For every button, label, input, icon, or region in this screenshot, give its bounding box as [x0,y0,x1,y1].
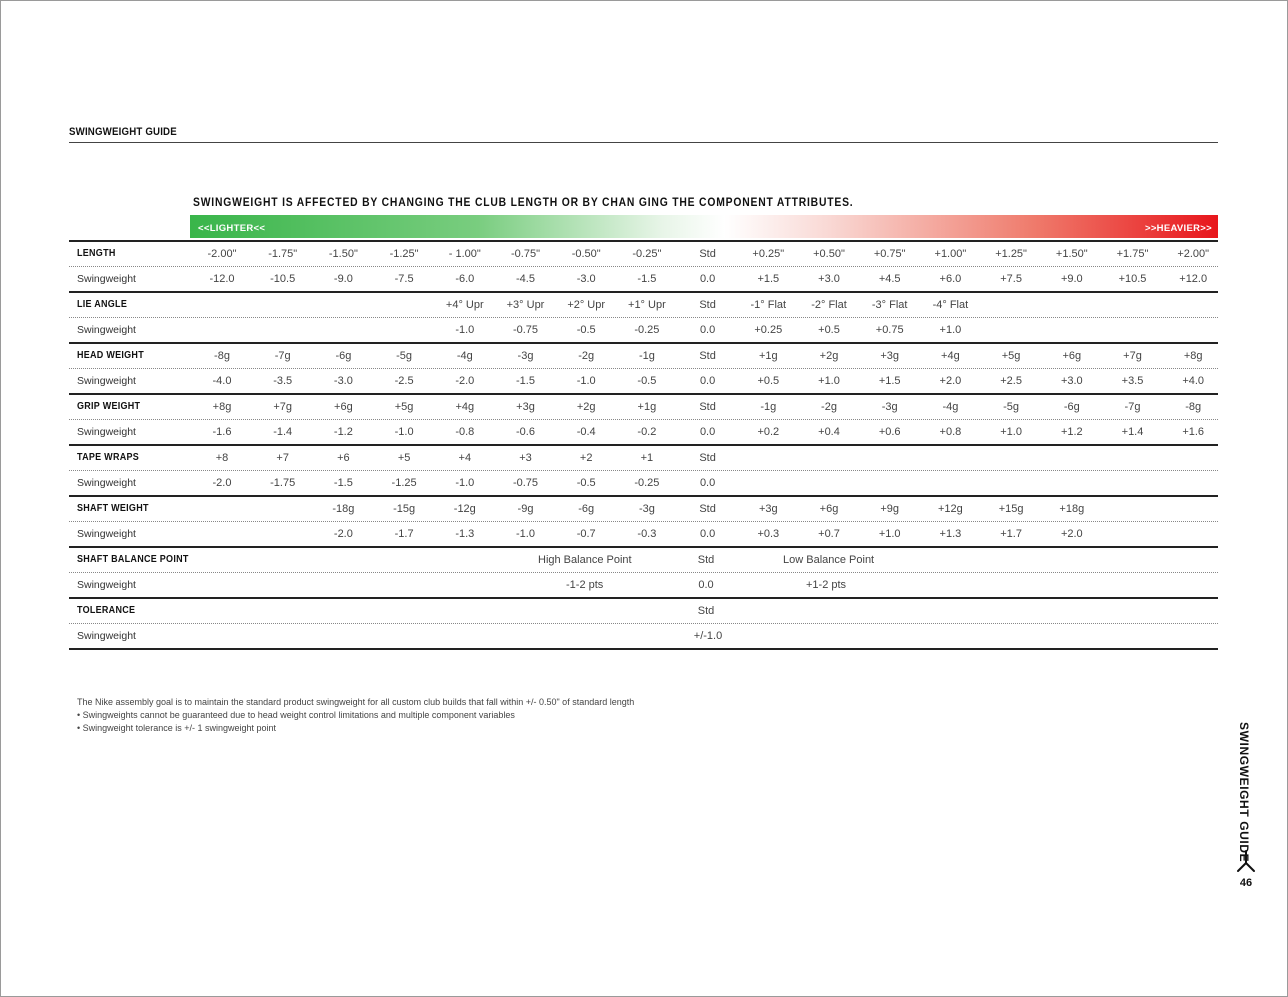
value-cell: Std [699,350,716,362]
swingweight-cell: +0.2 [757,426,780,438]
swingweight-cell: -1.0 [576,375,596,387]
swingweight-row [69,369,1218,393]
value-cell: +7g [273,401,293,413]
swingweight-cell: +1.6 [1182,426,1205,438]
swingweight-cell: -0.5 [576,324,596,336]
swingweight-cell: +1.4 [1121,426,1144,438]
value-cell: +3° Upr [506,299,545,311]
value-cell: -9g [517,503,534,515]
attribute-label: HEAD WEIGHT [77,350,144,361]
swingweight-cell: -12.0 [209,273,235,285]
swingweight-cell: +0.5 [757,375,780,387]
value-cell: -1.25" [389,248,419,260]
value-cell: +0.50" [813,248,845,260]
value-cell: +4 [458,452,472,464]
value-cell: +6 [337,452,350,464]
swingweight-cell: -1.25 [391,477,417,489]
group-tape-wraps [69,444,1218,495]
value-cell: +8g [1183,350,1203,362]
value-cell: +2g [819,350,839,362]
attribute-label: LENGTH [77,248,116,259]
swingweight-cell: +1.0 [939,324,962,336]
swingweight-cell: -0.5 [576,477,596,489]
swingweight-cell: -9.0 [333,273,353,285]
swingweight-cell: +1.0 [878,528,901,540]
value-cell: +4g [455,401,475,413]
group-shaft-balance-point [69,546,1218,597]
swingweight-label: Swingweight [77,426,136,438]
value-cell: Std [699,299,716,311]
swingweight-cell: 0.0 [699,324,716,336]
attribute-row [69,395,1218,420]
value-cell: Std [699,401,716,413]
group-head-weight [69,342,1218,393]
value-cell: -7g [1124,401,1141,413]
swingweight-row [69,522,1218,546]
swingweight-cell: -2.5 [394,375,414,387]
value-cell: +7 [276,452,289,464]
std-cell: Std [697,554,715,566]
swingweight-cell: +2.0 [1060,528,1083,540]
attribute-row [69,497,1218,522]
nike-trident-icon [1236,849,1256,875]
attribute-groups [69,240,1218,546]
low-balance-value: +1-2 pts [806,579,847,591]
lighter-label: <<LIGHTER<< [198,223,266,234]
value-cell: +7g [1123,350,1142,362]
value-cell: Std [699,248,716,260]
attribute-row [69,599,1218,624]
footnote: • Swingweights cannot be guaranteed due to head weight control limitations and multiple component variables [77,710,515,720]
value-cell: +9g [880,503,900,515]
value-cell: -4g [456,350,473,362]
value-cell: -0.75" [511,248,540,260]
swingweight-cell: +3.0 [1060,375,1083,387]
swingweight-label: Swingweight [77,273,136,285]
value-cell: -0.50" [571,248,601,260]
swingweight-cell: 0.0 [699,273,716,285]
value-cell: -3g [517,350,534,362]
group-lie-angle [69,291,1218,342]
swingweight-cell: +10.5 [1118,273,1147,285]
group-shaft-weight [69,495,1218,546]
value-cell: +3g [758,503,778,515]
attribute-label: TOLERANCE [77,605,136,616]
swingweight-cell: -4.5 [516,273,535,285]
swingweight-cell: -2.0 [212,477,232,489]
swingweight-cell: +0.25 [754,324,783,336]
value-cell: +12g [938,503,963,515]
value-cell: +5g [394,401,414,413]
value-cell: -12g [453,503,476,515]
value-cell: +1.50" [1055,248,1088,260]
swingweight-cell: +1.0 [1000,426,1022,438]
swingweight-cell: -0.7 [576,528,596,540]
value-cell: -2g [578,350,595,362]
value-cell: +5 [397,452,411,464]
attribute-label: GRIP WEIGHT [77,401,141,412]
swingweight-cell: -1.0 [516,528,535,540]
swingweight-cell: +0.8 [939,426,962,438]
swingweight-cell: -7.5 [394,273,414,285]
value-cell: +1.25" [995,248,1027,260]
attribute-row [69,242,1218,267]
side-section-label: SWINGWEIGHT GUIDE [1237,722,1251,863]
swingweight-cell: 0.0 [699,375,716,387]
swingweight-cell: +7.5 [1000,273,1022,285]
value-cell: +1.00" [934,248,967,260]
swingweight-cell: +1.2 [1060,426,1083,438]
swingweight-label: Swingweight [77,477,136,489]
value-cell: -8g [1185,401,1202,413]
value-cell: +8g [212,401,232,413]
value-cell: -2° Flat [811,299,847,311]
swingweight-cell: -1.5 [637,273,657,285]
value-cell: -6g [335,350,352,362]
group-grip-weight [69,393,1218,444]
swingweight-cell: -0.75 [512,324,539,336]
swingweight-cell: 0.0 [699,528,716,540]
swingweight-cell: -2.0 [455,375,475,387]
swingweight-table [69,240,1218,650]
swingweight-cell: +1.5 [878,375,901,387]
footnote: • Swingweight tolerance is +/- 1 swingweight point [77,723,277,733]
swingweight-cell: -1.4 [273,426,293,438]
value-cell: +1g [758,350,778,362]
swingweight-cell: -1.0 [394,426,414,438]
swingweight-cell: -1.0 [455,324,475,336]
swingweight-cell: 0.0 [699,426,716,438]
value-cell: +6g [819,503,839,515]
lighter-heavier-scale-bar [190,215,1218,238]
swingweight-cell: +4.0 [1182,375,1205,387]
page-number: 46 [1239,877,1253,889]
swingweight-cell: -0.4 [576,426,596,438]
value-cell: -6g [1063,401,1080,413]
swingweight-cell: -0.8 [455,426,475,438]
swingweight-cell: -2.0 [333,528,353,540]
swingweight-row [69,624,1218,648]
swingweight-cell: -0.2 [637,426,657,438]
value-cell: +0.75" [873,248,906,260]
value-cell: +0.25" [752,248,785,260]
swingweight-cell: -0.5 [637,375,657,387]
swingweight-cell: -0.25 [634,324,660,336]
swingweight-cell: +1.3 [939,528,962,540]
value-cell: -1.50" [328,248,358,260]
value-cell: Std [699,452,716,464]
value-cell: -1g [760,401,777,413]
swingweight-label: Swingweight [77,528,136,540]
value-cell: -8g [214,350,230,362]
value-cell: -3° Flat [871,299,908,311]
std-cell: Std [697,605,715,617]
table-bottom-rule [69,648,1218,650]
group-length [69,240,1218,291]
swingweight-row [69,267,1218,291]
swingweight-cell: +6.0 [939,273,962,285]
page-header-title: SWINGWEIGHT GUIDE [69,126,177,138]
value-cell: +1° Upr [628,299,666,311]
swingweight-cell: -0.6 [516,426,535,438]
value-cell: +3g [516,401,535,413]
value-cell: -15g [393,503,416,515]
swingweight-cell: +3.5 [1121,375,1144,387]
swingweight-cell: +9.0 [1060,273,1083,285]
value-cell: -3g [638,503,655,515]
attribute-label: LIE ANGLE [77,299,128,310]
swingweight-cell: -0.3 [637,528,657,540]
swingweight-row [69,420,1218,444]
value-cell: +5g [1001,350,1021,362]
value-cell: -5g [1003,401,1020,413]
high-balance-value: -1-2 pts [566,579,604,591]
header-divider [69,142,1218,143]
attribute-row [69,293,1218,318]
footnotes [77,696,634,735]
swingweight-cell: +3.0 [818,273,840,285]
value-cell: +1g [637,401,657,413]
value-cell: Std [699,503,716,515]
swingweight-cell: +0.7 [818,528,840,540]
footnote: The Nike assembly goal is to maintain the standard product swingweight for all custom club builds that fall within +/- 0.50" of standard length [77,697,635,707]
value-cell: +6g [334,401,353,413]
swingweight-label: Swingweight [77,630,136,642]
swingweight-cell: -3.0 [576,273,596,285]
swingweight-cell: -1.7 [394,528,414,540]
swingweight-row [69,471,1218,495]
value-cell: +15g [998,503,1024,515]
value-cell: -6g [578,503,595,515]
swingweight-cell: -1.0 [455,477,475,489]
swingweight-cell: +1.0 [818,375,840,387]
tolerance-value: +/-1.0 [693,630,723,642]
value-cell: +2° Upr [567,299,606,311]
attribute-row [69,548,1218,573]
value-cell: +3g [880,350,900,362]
swingweight-cell: -6.0 [455,273,475,285]
swingweight-cell: -3.5 [273,375,293,387]
value-cell: -1g [638,350,655,362]
value-cell: -4° Flat [932,299,969,311]
swingweight-cell: +4.5 [878,273,901,285]
value-cell: -5g [396,350,413,362]
value-cell: +2 [579,452,593,464]
swingweight-cell: +0.6 [878,426,901,438]
swingweight-cell: -1.6 [212,426,232,438]
value-cell: - 1.00" [448,248,481,260]
value-cell: -3g [881,401,898,413]
value-cell: -4g [942,401,959,413]
swingweight-cell: -3.0 [333,375,353,387]
swingweight-cell: -1.2 [333,426,353,438]
std-value: 0.0 [698,579,714,591]
swingweight-cell: -0.25 [634,477,660,489]
swingweight-label: Swingweight [77,579,136,591]
attribute-label: SHAFT WEIGHT [77,503,149,514]
swingweight-cell: +12.0 [1179,273,1208,285]
value-cell: +2g [576,401,596,413]
value-cell: -1° Flat [750,299,787,311]
swingweight-cell: +0.75 [875,324,904,336]
swingweight-row [69,573,1218,597]
swingweight-cell: -1.3 [455,528,475,540]
swingweight-cell: -1.5 [333,477,353,489]
heavier-label: >>HEAVIER>> [1144,223,1212,234]
low-balance-point-label: Low Balance Point [783,554,875,566]
swingweight-row [69,318,1218,342]
value-cell: +6g [1062,350,1082,362]
value-cell: +4° Upr [445,299,484,311]
value-cell: -1.75" [268,248,298,260]
swingweight-label: Swingweight [77,375,136,387]
attribute-label: SHAFT BALANCE POINT [77,554,189,565]
swingweight-cell: +1.7 [1000,528,1022,540]
swingweight-cell: -1.75 [270,477,296,489]
attribute-row [69,344,1218,369]
swingweight-cell: -1.5 [516,375,535,387]
swingweight-cell: +2.0 [939,375,962,387]
value-cell: -18g [332,503,355,515]
value-cell: +4g [941,350,960,362]
swingweight-cell: +2.5 [1000,375,1022,387]
value-cell: -0.25" [632,248,662,260]
high-balance-point-label: High Balance Point [538,554,632,566]
value-cell: -2.00" [207,248,237,260]
swingweight-cell: +1.5 [757,273,780,285]
value-cell: +2.00" [1177,248,1210,260]
value-cell: +1.75" [1116,248,1149,260]
swingweight-cell: +0.5 [818,324,840,336]
value-cell: +18g [1059,503,1085,515]
attribute-row [69,446,1218,471]
group-tolerance [69,597,1218,648]
swingweight-cell: +0.4 [818,426,840,438]
value-cell: +8 [215,452,229,464]
swingweight-cell: -10.5 [270,273,296,285]
swingweight-cell: -0.75 [512,477,539,489]
value-cell: +1 [640,452,654,464]
swingweight-cell: +0.3 [757,528,780,540]
value-cell: +3 [519,452,532,464]
swingweight-label: Swingweight [77,324,136,336]
value-cell: -7g [274,350,291,362]
attribute-label: TAPE WRAPS [77,452,140,463]
guide-subtitle: SWINGWEIGHT IS AFFECTED BY CHANGING THE CLUB LENGTH OR BY CHAN GING THE COMPONENT ATTRIBUTES. [193,197,854,209]
swingweight-cell: 0.0 [699,477,716,489]
swingweight-cell: -4.0 [212,375,232,387]
value-cell: -2g [821,401,837,413]
